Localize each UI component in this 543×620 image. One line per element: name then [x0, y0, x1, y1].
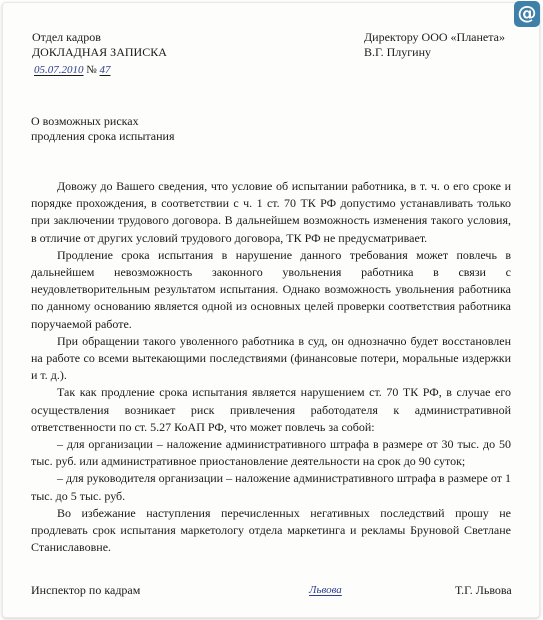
body-paragraph: Во избежание наступления перечисленных негативных последствий прошу не продлевать срок испытания маркетологу отдела маркетинга и рекламы Бруновой Светлане Станиславовне. [31, 505, 511, 555]
body-paragraph: Продление срока испытания в нарушение данного требования может повлечь в дальнейшем невозможность законного увольнения работника в связи с неудовлетворительным результатом испытания. Однако возможность увольнения работника по данному основанию является одной из основных целей проверки соответствия работника поручаемой работе. [31, 247, 511, 331]
body-paragraph: При обращении такого уволенного работника в суд, он однозначно будет восстановлен на работе со всеми вытекающими последствиями (финансовые потери, моральные издержки и т. д.). [31, 333, 511, 383]
subject-line-1: О возможных рисках [31, 114, 139, 128]
department-label: Отдел кадров [32, 30, 101, 44]
document-date: 05.07.2010 [34, 64, 84, 76]
signer-position: Инспектор по кадрам [31, 583, 141, 597]
subject-line-2: продления срока испытания [31, 129, 175, 143]
addressee-name: В.Г. Плугину [364, 45, 432, 59]
handwritten-signature: Львова [309, 584, 342, 596]
list-item: – для руководителя организации – наложение административного штрафа в размере от 1 тыс. до 5 тыс. руб. [31, 471, 511, 503]
signer-name: Т.Г. Львова [455, 583, 512, 597]
at-logo-icon[interactable]: @ [514, 1, 540, 27]
document-number: 47 [99, 64, 111, 76]
addressee-position: Директору ООО «Планета» [364, 30, 505, 44]
memo-body [31, 178, 511, 556]
list-item: – для организации – наложение административного штрафа в размере от 30 тыс. до 50 тыс. руб. или административное приостановление деятельности на срок до 90 суток; [31, 437, 511, 469]
date-number-row [34, 63, 111, 77]
document-type: ДОКЛАДНАЯ ЗАПИСКА [32, 45, 167, 59]
body-paragraph: Довожу до Вашего сведения, что условие об испытании работника, в т. ч. о его сроке и порядке прохождения, в соответствии с ч. 1 ст. 70 ТК РФ допустимо устанавливать только при заключении трудового договора. В дальнейшем возможность изменения такого условия, в отличие от других условий трудового договора, ТК РФ не предусматривает. [31, 179, 511, 245]
number-sign: № [86, 64, 97, 76]
body-paragraph: Так как продление срока испытания является нарушением ст. 70 ТК РФ, в случае его осуществления возникает риск привлечения работодателя к административной ответственности по ст. 5.27 КоАП РФ, что может повлечь за собой: [31, 385, 511, 434]
